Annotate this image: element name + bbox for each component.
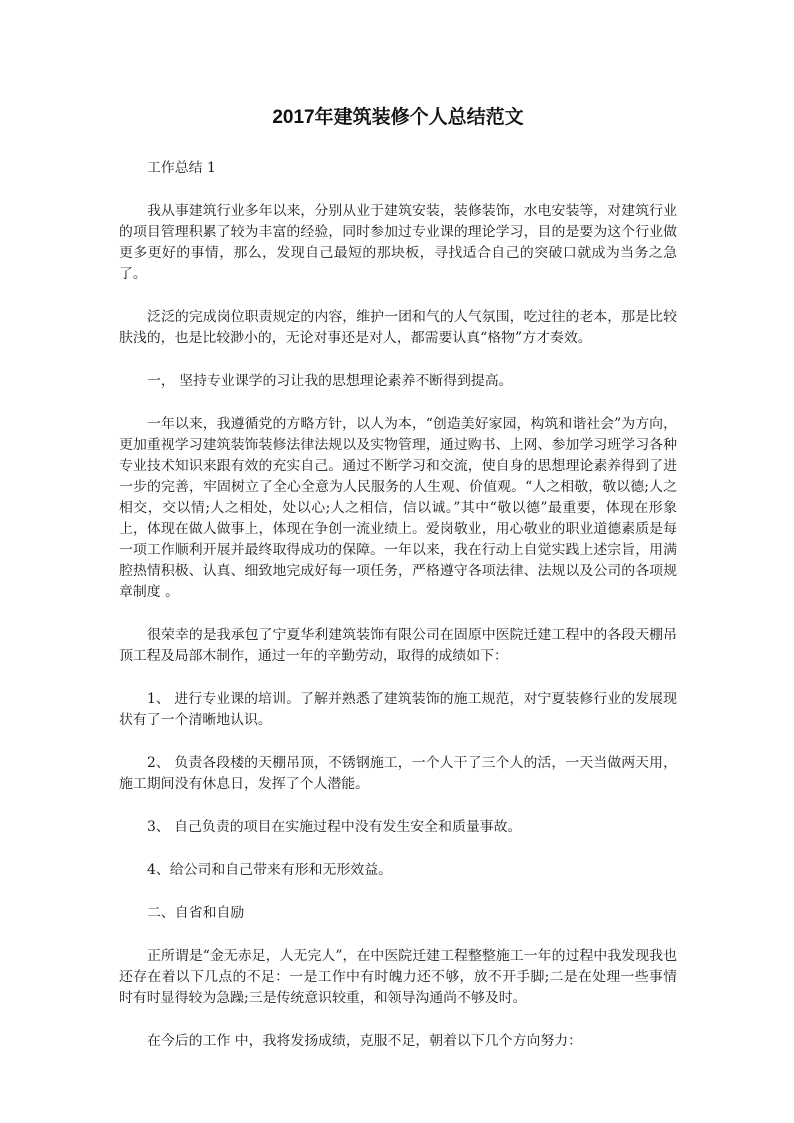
paragraph: 正所谓是“金无赤足，人无完人”，在中医院迁建工程整整施工一年的过程中我发现我也还存在着以下几点的不足：一是工作中有时魄力还不够，放不开手脚;二是在处理一些事情时有时显得较为急躁;三是传统意识较重，和领导沟通尚不够及时。 bbox=[119, 948, 677, 1006]
list-item: 2、 负责各段楼的天棚吊顶，不锈钢施工，一个人干了三个人的活，一天当做两天用，施工期间没有休息日，发挥了个人潜能。 bbox=[119, 755, 677, 792]
section-heading: 二、自省和自励 bbox=[147, 905, 245, 921]
section-label: 工作总结 1 bbox=[147, 160, 216, 176]
document-title: 2017年建筑装修个人总结范文 bbox=[272, 107, 524, 128]
list-item: 3、 自己负责的项目在实施过程中没有发生安全和质量事故。 bbox=[147, 819, 522, 835]
paragraph: 我从事建筑行业多年以来，分别从业于建筑安装，装修装饰，水电安装等，对建筑行业的项目管理积累了较为丰富的经验，同时参加过专业课的理论学习，目的是要为这个行业做更多更好的事情，那么，发现自己最短的那块板，寻找适合自己的突破口就成为当务之急了。 bbox=[119, 203, 677, 282]
paragraph: 在今后的工作 中，我将发扬成绩，克服不足，朝着以下几个方向努力： bbox=[147, 1033, 583, 1049]
paragraph: 很荣幸的是我承包了宁夏华利建筑装饰有限公司在固原中医院迁建工程中的各段天棚吊顶工程及局部木制作，通过一年的辛勤劳动，取得的成绩如下： bbox=[119, 627, 677, 664]
paragraph: 泛泛的完成岗位职责规定的内容，维护一团和气的人气氛围，吃过往的老本，那是比较肤浅的，也是比较渺小的，无论对事还是对人，都需要认真“格物”方才奏效。 bbox=[119, 309, 677, 346]
paragraph: 一年以来，我遵循党的方略方针，以人为本，“创造美好家园，构筑和谐社会”为方向，更加重视学习建筑装饰装修法律法规以及实物管理，通过购书、上网、参加学习班学习各种专业技术知识来跟有效的充实自己。通过不断学习和交流，使自身的思想理论素养得到了进一步的完善，牢固树立了全心全意为人民服务的人生观、价值观。“人之相敬，敬以德;人之相交，交以情;人之相处，处以心;人之相信，信以诚。”其中“敬以德”最重要，体现在形象上，体现在做人做事上，体现在争创一流业绩上。爱岗敬业，用心敬业的职业道德素质是每一项工作顺利开展并最终取得成功的保障。一年以来，我在行动上自觉实践上述宗旨，用满腔热情积极、认真、细致地完成好每一项任务，严格遵守各项法律、法规以及公司的各项规章制度 。 bbox=[119, 416, 677, 600]
list-item: 1、 进行专业课的培训。了解并熟悉了建筑装饰的施工规范，对宁夏装修行业的发展现状有了一个清晰地认识。 bbox=[119, 691, 677, 728]
section-heading: 一， 坚持专业课学的习让我的思想理论素养不断得到提高。 bbox=[147, 373, 513, 389]
document-page bbox=[119, 104, 677, 1074]
list-item: 4、给公司和自己带来有形和无形效益。 bbox=[147, 862, 392, 878]
